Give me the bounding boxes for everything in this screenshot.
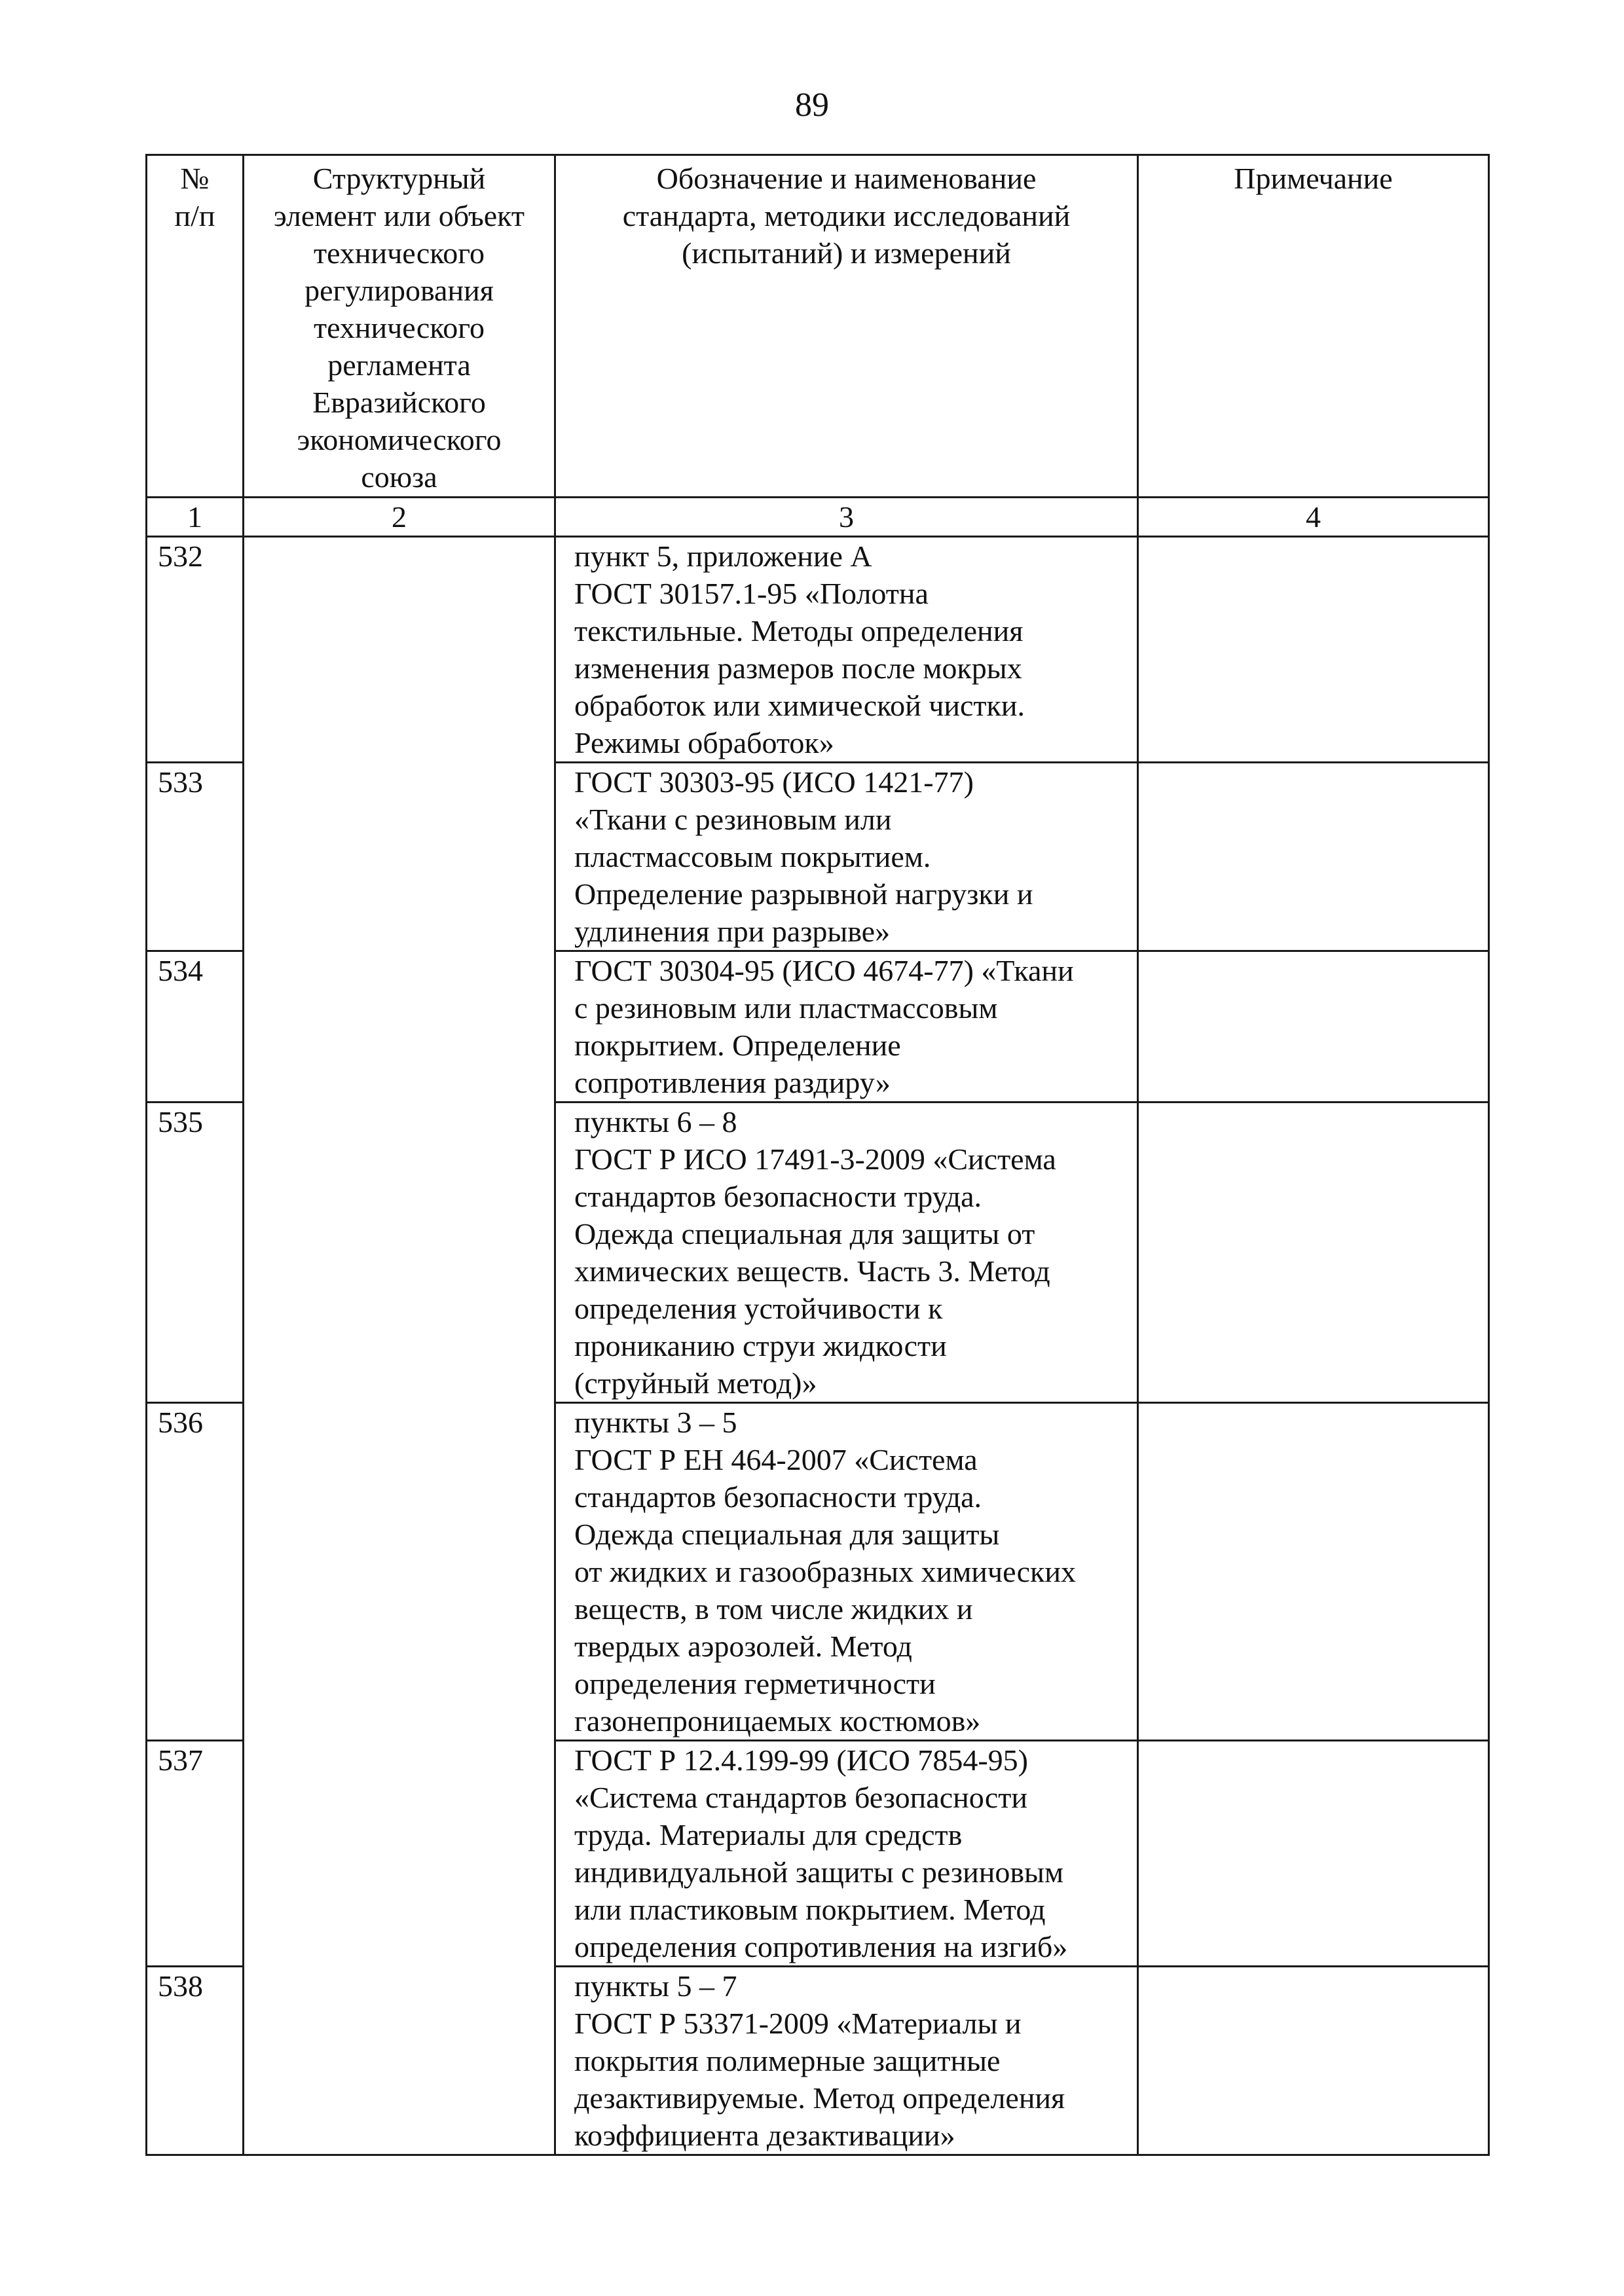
- description-line: покрытия полимерные защитные: [574, 2044, 1001, 2077]
- header-line: п/п: [174, 199, 215, 232]
- header-line: (испытаний) и измерений: [682, 236, 1011, 270]
- description-line: индивидуальной защиты с резиновым: [574, 1855, 1064, 1889]
- description-line: покрытием. Определение: [574, 1029, 901, 1062]
- description-line: определения герметичности: [574, 1667, 936, 1700]
- header-line: элемент или объект: [273, 199, 525, 232]
- note-cell: [1138, 763, 1489, 951]
- row-number: 536: [147, 1403, 244, 1741]
- column-number-row: [147, 498, 1489, 537]
- header-line: союза: [361, 460, 437, 494]
- standard-description: [555, 1741, 1138, 1967]
- description-line: коэффициента дезактивации»: [574, 2119, 955, 2152]
- column-number: 4: [1138, 498, 1489, 537]
- description-line: ГОСТ 30304-95 (ИСО 4674-77) «Ткани: [574, 954, 1074, 987]
- note-cell: [1138, 1403, 1489, 1741]
- description-line: пункты 5 – 7: [574, 1969, 737, 2003]
- description-line: пластмассовым покрытием.: [574, 840, 931, 873]
- description-line: ГОСТ 30157.1-95 «Полотна: [574, 577, 929, 610]
- header-line: Примечание: [1234, 162, 1393, 195]
- description-line: ГОСТ Р ЕН 464-2007 «Система: [574, 1443, 978, 1476]
- standard-description: [555, 951, 1138, 1102]
- description-line: пункты 3 – 5: [574, 1406, 737, 1439]
- description-line: изменения размеров после мокрых: [574, 651, 1022, 685]
- header-line: стандарта, методики исследований: [622, 199, 1071, 232]
- header-line: №: [180, 162, 210, 195]
- standard-description: [555, 1102, 1138, 1403]
- row-number: 534: [147, 951, 244, 1102]
- header-standard: [555, 155, 1138, 498]
- description-line: с резиновым или пластмассовым: [574, 991, 998, 1025]
- header-line: экономического: [297, 423, 502, 456]
- description-line: Одежда специальная для защиты: [574, 1518, 1000, 1551]
- description-line: обработок или химической чистки.: [574, 689, 1025, 722]
- description-line: дезактивируемые. Метод определения: [574, 2081, 1065, 2115]
- standard-description: [555, 763, 1138, 951]
- note-cell: [1138, 1741, 1489, 1967]
- description-line: от жидких и газообразных химических: [574, 1555, 1077, 1588]
- row-number: 535: [147, 1102, 244, 1403]
- description-line: пункт 5, приложение А: [574, 539, 872, 573]
- note-cell: [1138, 951, 1489, 1102]
- description-line: труда. Материалы для средств: [574, 1818, 963, 1851]
- description-line: химических веществ. Часть 3. Метод: [574, 1254, 1050, 1288]
- description-line: или пластиковым покрытием. Метод: [574, 1893, 1046, 1926]
- standard-description: [555, 537, 1138, 763]
- description-line: ГОСТ Р 53371-2009 «Материалы и: [574, 2007, 1022, 2040]
- header-structural-element: [244, 155, 555, 498]
- row-number: 537: [147, 1741, 244, 1967]
- table-header-row: [147, 155, 1489, 498]
- column-number: 1: [147, 498, 244, 537]
- table-row: [147, 537, 1489, 763]
- header-line: Структурный: [312, 162, 486, 195]
- description-line: определения устойчивости к: [574, 1292, 943, 1325]
- header-line: Обозначение и наименование: [656, 162, 1037, 195]
- description-line: Одежда специальная для защиты от: [574, 1217, 1035, 1250]
- header-note: [1138, 155, 1489, 498]
- description-line: Режимы обработок»: [574, 726, 834, 759]
- header-number: [147, 155, 244, 498]
- standard-description: [555, 1967, 1138, 2155]
- standard-description: [555, 1403, 1138, 1741]
- description-line: пункты 6 – 8: [574, 1105, 737, 1139]
- description-line: «Ткани с резиновым или: [574, 803, 892, 836]
- description-line: текстильные. Методы определения: [574, 614, 1024, 647]
- description-line: ГОСТ 30303-95 (ИСО 1421-77): [574, 765, 974, 799]
- description-line: ГОСТ Р ИСО 17491-3-2009 «Система: [574, 1142, 1056, 1176]
- note-cell: [1138, 1102, 1489, 1403]
- description-line: твердых аэрозолей. Метод: [574, 1630, 912, 1663]
- description-line: стандартов безопасности труда.: [574, 1180, 982, 1213]
- note-cell: [1138, 1967, 1489, 2155]
- header-line: технического: [314, 311, 485, 344]
- description-line: (струйный метод)»: [574, 1366, 817, 1400]
- description-line: веществ, в том числе жидких и: [574, 1592, 973, 1626]
- column-number: 3: [555, 498, 1138, 537]
- header-line: Евразийского: [312, 386, 486, 419]
- note-cell: [1138, 537, 1489, 763]
- header-line: технического: [314, 236, 485, 270]
- description-line: «Система стандартов безопасности: [574, 1781, 1028, 1814]
- row-number: 532: [147, 537, 244, 763]
- page-number: 89: [795, 86, 829, 124]
- description-line: ГОСТ Р 12.4.199-99 (ИСО 7854-95): [574, 1743, 1028, 1777]
- description-line: прониканию струи жидкости: [574, 1329, 947, 1362]
- description-line: определения сопротивления на изгиб»: [574, 1930, 1068, 1963]
- description-line: стандартов безопасности труда.: [574, 1480, 982, 1514]
- standards-table: [145, 154, 1490, 2156]
- structural-element-cell: [244, 537, 555, 2155]
- header-line: регулирования: [304, 274, 494, 307]
- description-line: удлинения при разрыве»: [574, 915, 891, 948]
- description-line: сопротивления раздиру»: [574, 1066, 891, 1099]
- column-number: 2: [244, 498, 555, 537]
- description-line: Определение разрывной нагрузки и: [574, 877, 1033, 911]
- row-number: 538: [147, 1967, 244, 2155]
- header-line: регламента: [327, 348, 471, 382]
- description-line: газонепроницаемых костюмов»: [574, 1704, 981, 1738]
- row-number: 533: [147, 763, 244, 951]
